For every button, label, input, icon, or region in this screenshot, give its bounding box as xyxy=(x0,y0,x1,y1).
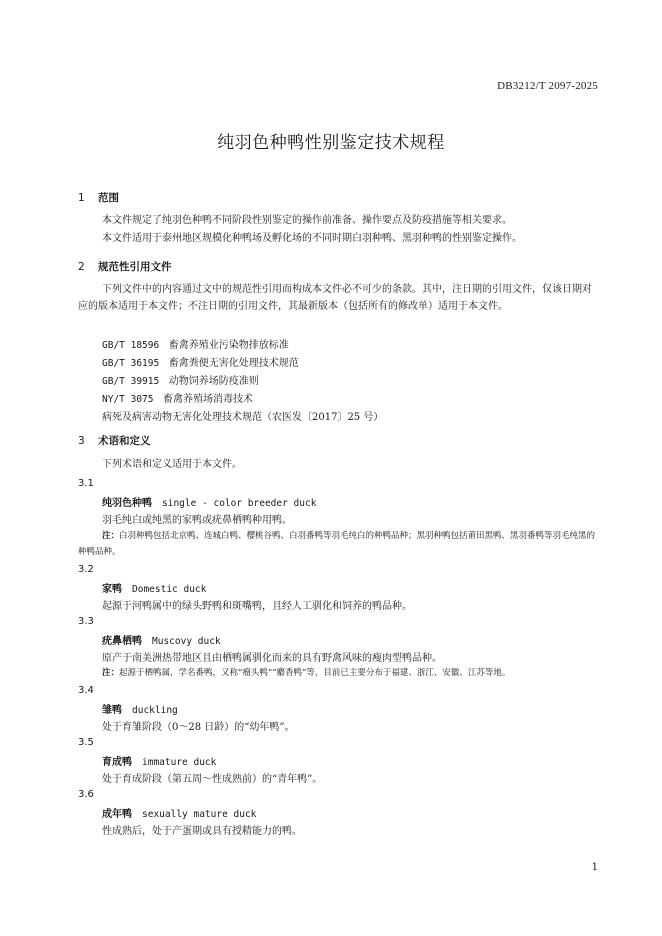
term-number: 3.5 xyxy=(78,737,94,748)
term-definition: 羽毛纯白或纯黑的家鸭或疣鼻栖鸭种用鸭。 xyxy=(102,515,292,526)
term-name: 雏鸭 duckling xyxy=(102,705,178,716)
term-definition: 起源于河鸭属中的绿头野鸭和斑嘴鸭，且经人工驯化和饲养的鸭品种。 xyxy=(102,601,412,612)
term-name: 育成鸭 immature duck xyxy=(102,757,217,768)
term-definition: 处于育成阶段（第五周～性成熟前）的“青年鸭”。 xyxy=(102,774,323,785)
reference-item: 病死及病害动物无害化处理技术规范（农医发〔2017〕25 号） xyxy=(102,412,384,423)
term-name: 疣鼻栖鸭 Muscovy duck xyxy=(102,636,221,647)
reference-item: NY/T 3075 畜禽养殖场消毒技术 xyxy=(102,394,254,405)
term-definition: 性成熟后，处于产蛋期或具有授精能力的鸭。 xyxy=(102,826,302,837)
section-1-paragraph-1: 本文件规定了纯羽色种鸭不同阶段性别鉴定的操作前准备、操作要点及防疫措施等相关要求。 xyxy=(102,215,512,226)
term-number: 3.3 xyxy=(78,616,94,627)
section-3-heading: 3 术语和定义 xyxy=(78,435,151,447)
document-number: DB3212/T 2097-2025 xyxy=(497,80,598,92)
term-note: 注：起源于栖鸭属，学名番鸭，又称“瘤头鸭”“麝香鸭”等，目前已主要分布于福建、浙江、安徽、江苏等地。 xyxy=(102,668,511,678)
term-name: 家鸭 Domestic duck xyxy=(102,584,207,595)
page-number: 1 xyxy=(591,862,598,873)
term-name: 纯羽色种鸭 single - color breeder duck xyxy=(102,498,317,509)
term-definition: 原产于南美洲热带地区且由栖鸭属驯化而来的具有野禽风味的瘦肉型鸭品种。 xyxy=(102,653,442,664)
term-note: 注：白羽种鸭包括北京鸭、连城白鸭、樱桃谷鸭、白羽番鸭等羽毛纯白的种鸭品种；黑羽种鸭包括莆田黑鸭、黑羽番鸭等羽毛纯黑的种鸭品种。 xyxy=(78,531,596,557)
section-3-intro: 下列术语和定义适用于本文件。 xyxy=(102,459,242,470)
reference-item: GB/T 18596 畜禽养殖业污染物排放标准 xyxy=(102,340,289,351)
document-title: 纯羽色种鸭性别鉴定技术规程 xyxy=(217,133,445,153)
term-name: 成年鸭 sexually mature duck xyxy=(102,809,257,820)
section-2-intro: 下列文件中的内容通过文中的规范性引用而构成本文件必不可少的条款。其中，注日期的引用文件，仅该日期对应的版本适用于本文件；不注日期的引用文件，其最新版本（包括所有的修改单）适用于本文件。 xyxy=(78,284,592,312)
reference-item: GB/T 36195 畜禽粪便无害化处理技术规范 xyxy=(102,358,299,369)
term-number: 3.1 xyxy=(78,478,94,489)
section-1-paragraph-2: 本文件适用于泰州地区规模化种鸭场及孵化场的不同时期白羽种鸭、黑羽种鸭的性别鉴定操作。 xyxy=(102,233,522,244)
term-number: 3.2 xyxy=(78,564,94,575)
term-number: 3.6 xyxy=(78,789,94,800)
section-1-heading: 1 范围 xyxy=(78,192,119,204)
term-definition: 处于育雏阶段（0～28 日龄）的“幼年鸭”。 xyxy=(102,722,295,733)
section-2-heading: 2 规范性引用文件 xyxy=(78,261,172,273)
term-number: 3.4 xyxy=(78,685,94,696)
reference-item: GB/T 39915 动物饲养场防疫准则 xyxy=(102,376,259,387)
